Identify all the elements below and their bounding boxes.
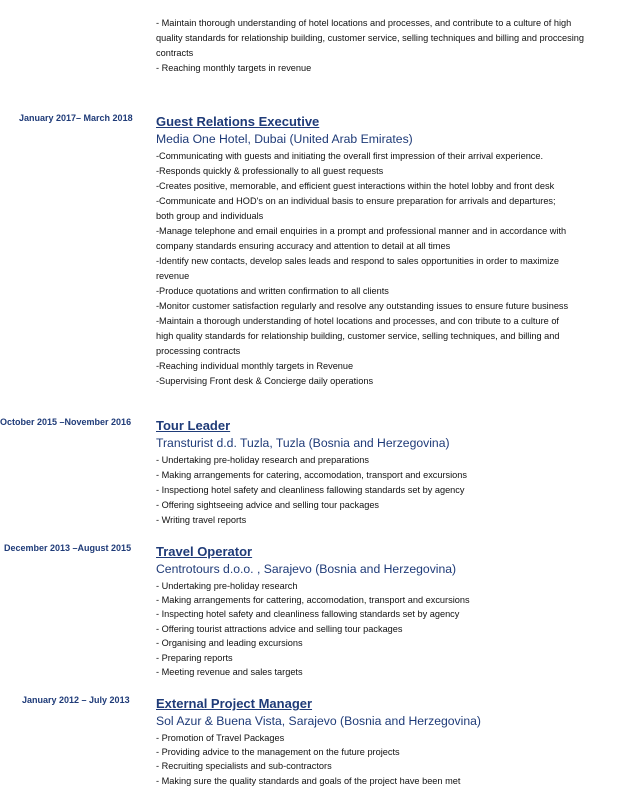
job-line: -Communicating with guests and initiating the overall first impression of their arrival experience.: [156, 151, 544, 161]
job-line: - Organising and leading excursions: [156, 638, 303, 648]
job-line: - Making sure the quality standards and goals of the project have been met: [156, 776, 461, 786]
job-line: processing contracts: [156, 346, 241, 356]
job-line: - Undertaking pre-holiday research and preparations: [156, 455, 369, 465]
intro-line: - Reaching monthly targets in revenue: [156, 63, 312, 73]
job-line: -Produce quotations and written confirmation to all clients: [156, 286, 389, 296]
job-line: -Reaching individual monthly targets in Revenue: [156, 361, 354, 371]
job-company: Centrotours d.o.o. , Sarajevo (Bosnia and Herzegovina): [156, 562, 457, 576]
intro-line: - Maintain thorough understanding of hotel locations and processes, and contribute to a culture of high: [156, 18, 572, 28]
job-line: -Communicate and HOD's on an individual basis to ensure preparation for arrivals and departures;: [156, 196, 556, 206]
job-line: revenue: [156, 271, 190, 281]
job-date: January 2012 – July 2013: [22, 695, 130, 705]
job-date: December 2013 –August 2015: [4, 543, 132, 553]
job-title: Travel Operator: [156, 544, 253, 559]
job-line: company standards ensuring accuracy and attention to detail at all times: [156, 241, 451, 251]
job-line: - Writing travel reports: [156, 515, 247, 525]
job-line: -Manage telephone and email enquiries in a prompt and professional manner and in accordance with: [156, 226, 567, 236]
intro-line: quality standards for relationship building, customer service, selling techniques and billing and proccesing: [156, 33, 584, 43]
job-title: Guest Relations Executive: [156, 114, 320, 129]
job-company: Media One Hotel, Dubai (United Arab Emirates): [156, 132, 413, 146]
job-company: Transturist d.d. Tuzla, Tuzla (Bosnia and Herzegovina): [156, 436, 450, 450]
job-line: high quality standards for relationship building, customer service, selling techniques, and billing and: [156, 331, 560, 341]
job-line: - Offering tourist attractions advice and selling tour packages: [156, 624, 403, 634]
job-line: -Identify new contacts, develop sales leads and respond to sales opportunities in order to maximize: [156, 256, 559, 266]
job-line: - Inspecting hotel safety and cleanliness fallowing standards set by agency: [156, 609, 460, 619]
job-date: October 2015 –November 2016: [0, 417, 132, 427]
job-line: -Responds quickly & professionally to all guest requests: [156, 166, 384, 176]
job-title: External Project Manager: [156, 696, 313, 711]
job-line: -Maintain a thorough understanding of hotel locations and processes, and con tribute to a culture of: [156, 316, 559, 326]
job-line: both group and individuals: [156, 211, 264, 221]
job-line: -Creates positive, memorable, and efficient guest interactions within the hotel lobby and front desk: [156, 181, 555, 191]
job-line: -Monitor customer satisfaction regularly and resolve any outstanding issues to ensure future business: [156, 301, 569, 311]
job-line: - Undertaking pre-holiday research: [156, 581, 298, 591]
job-line: - Making arrangements for cattering, accomodation, transport and excursions: [156, 595, 470, 605]
job-line: - Meeting revenue and sales targets: [156, 667, 303, 677]
job-line: - Providing advice to the management on the future projects: [156, 747, 400, 757]
job-line: - Recruiting specialists and sub-contractors: [156, 761, 332, 771]
job-line: -Supervising Front desk & Concierge daily operations: [156, 376, 374, 386]
job-title: Tour Leader: [156, 418, 231, 433]
job-date: January 2017– March 2018: [19, 113, 133, 123]
intro-line: contracts: [156, 48, 194, 58]
job-company: Sol Azur & Buena Vista, Sarajevo (Bosnia and Herzegovina): [156, 714, 481, 728]
job-line: - Offering sightseeing advice and selling tour packages: [156, 500, 380, 510]
job-line: - Promotion of Travel Packages: [156, 733, 285, 743]
job-line: - Inspectiong hotel safety and cleanliness fallowing standards set by agency: [156, 485, 465, 495]
job-line: - Preparing reports: [156, 653, 233, 663]
job-line: - Making arrangements for catering, accomodation, transport and excursions: [156, 470, 467, 480]
